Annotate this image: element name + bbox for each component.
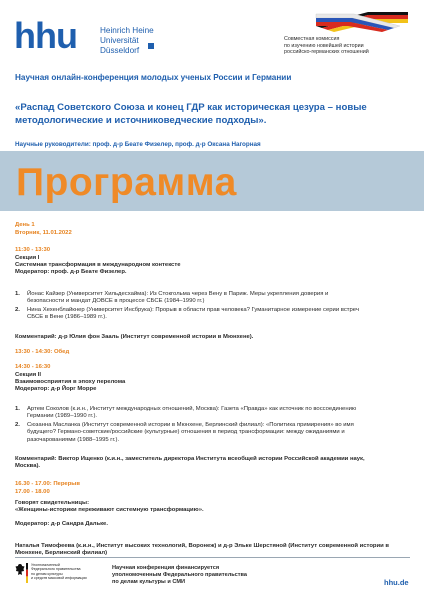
government-line: и средств массовой информации [31,575,87,580]
flag-stripe-icon [26,563,28,583]
conference-title: Научная онлайн-конференция молодых ученых России и Германии [15,73,292,82]
section1-comment: Комментарий: д-р Юлия фон Зааль (Институт современной истории в Мюнхене). [15,334,254,340]
commission-logo [284,10,412,66]
section1-header [15,255,181,277]
item-line: Нина Хехенблайкнер (Университет Инсбрука): Прорыв в области прав человека? Гуманитарное измерение серии встреч [27,307,359,313]
section2-time: 14:30 - 16:30 [15,364,51,370]
commission-name-line: Совместная комиссия [284,36,340,42]
section1-line: Модератор: проф. д-р Беате Физелер. [15,269,127,276]
speakers-line: Мюнхене, Берлинский филиал) [15,550,108,557]
item-number: 1. [15,406,20,412]
comment-line: Комментарий: Виктор Ищенко (к.и.н., заместитель директора Института всеобщей истории Российской академии наук, [15,456,365,462]
section2-header [15,372,125,394]
hhu-logo: hhu [14,15,77,56]
government-line: Федерального правительства [31,567,81,572]
item-number: 2. [15,307,20,313]
session3-time: 17.00 - 18.00 [15,488,50,495]
eagle-icon [15,563,25,577]
section3-header [15,500,204,515]
section3-line: «Женщины-историки переживают системную трансформацию». [15,507,204,514]
scientific-leaders: Научные руководители: проф. д-р Беате Физелер, проф. д-р Оксана Нагорная [15,141,261,148]
item-line: Германии (1989–1990 гг.). [27,413,98,420]
day-label: День 1 [15,222,35,228]
flags-icon [314,10,410,34]
funding-note [112,565,247,586]
item-number: 2. [15,422,20,428]
logo-square-icon [148,43,154,49]
item-line: будущего? Германо-советские/российские (культурные) отношения в период трансформации: между ожиданиями и [27,429,345,436]
section1-line: Секция I [15,254,40,261]
section1-line: Системная трансформация в международном контексте [15,261,181,268]
section1-time: 11:30 - 13:30 [15,247,51,253]
university-name-line: Heinrich Heine [100,26,154,35]
government-logo [15,563,95,589]
funding-line: по делам культуры и СМИ [112,579,186,585]
website-link[interactable]: hhu.de [384,578,409,587]
list-item [15,307,413,322]
item-line: Йонас Кайзер (Университет Хильдесхайма): Из Стокгольма через Вену в Париж. Меры укрепления доверия и [27,291,329,297]
section3-moderator: Модератор: д-р Сандра Дальке. [15,521,108,527]
item-line: безопасности и мандат ДОВСЕ в процессе СБСЕ (1984–1990 гг.) [27,298,205,305]
section3-speakers [15,543,389,558]
conference-theme: «Распад Советского Союза и конец ГДР как историческая цезура – новые методологические и источниковедческие подходы». [15,102,367,126]
item-number: 1. [15,291,20,297]
section2-line: Взаимовосприятия в эпоху перелома [15,378,126,385]
day-date: Вторник, 11.01.2022 [15,229,72,236]
item-line: разочарованиями (1988–1995 гг.). [27,436,120,443]
commission-name-line: российско-германских отношений [284,49,369,56]
program-banner [0,151,424,211]
funding-line: уполномоченным Федерального правительства [112,572,248,578]
commission-name [284,36,369,56]
commission-name-line: по изучению новейшей истории [284,42,364,49]
speakers-line: Наталья Тимофеева (к.и.н., Институт высоких технологий, Воронеж) и д-р Эльке Шерстяной (Институт современной истории в [15,543,390,549]
footer-divider [15,557,410,558]
list-item [15,406,413,421]
government-line: Уполномоченный [31,563,60,567]
item-line: Артем Соколов (к.и.н., Институт международных отношений, Москва): Газета «Правда» как источник по воссоединению [27,406,357,412]
program-title: Программа [16,161,237,204]
page-header [0,0,424,68]
section2-comment [15,456,365,471]
government-name [31,563,87,580]
section2-line: Модератор: д-р Йорг Морре [15,386,97,393]
university-name [100,26,154,56]
section2-line: Секция II [15,371,42,378]
item-line: Сюзанна Масланка (Институт современной истории в Мюнхене, Берлинский филиал): «Политика примирения» во имя [27,422,354,428]
university-name-line: Düsseldorf [100,46,140,55]
funding-line: Научная конференция финансируется [112,565,220,571]
list-item [15,291,413,306]
list-item [15,422,413,444]
lunch-break: 13:30 - 14:30: Обед [15,349,70,355]
coffee-break: 16.30 - 17.00: Перерыв [15,481,80,487]
government-line: по делам культуры [31,571,63,576]
comment-line: Москва). [15,463,41,470]
section3-line: Говорят свидетельницы: [15,500,90,506]
university-name-line: Universität [100,36,139,45]
item-line: СБСЕ в Вене (1986–1989 гг.). [27,314,107,321]
